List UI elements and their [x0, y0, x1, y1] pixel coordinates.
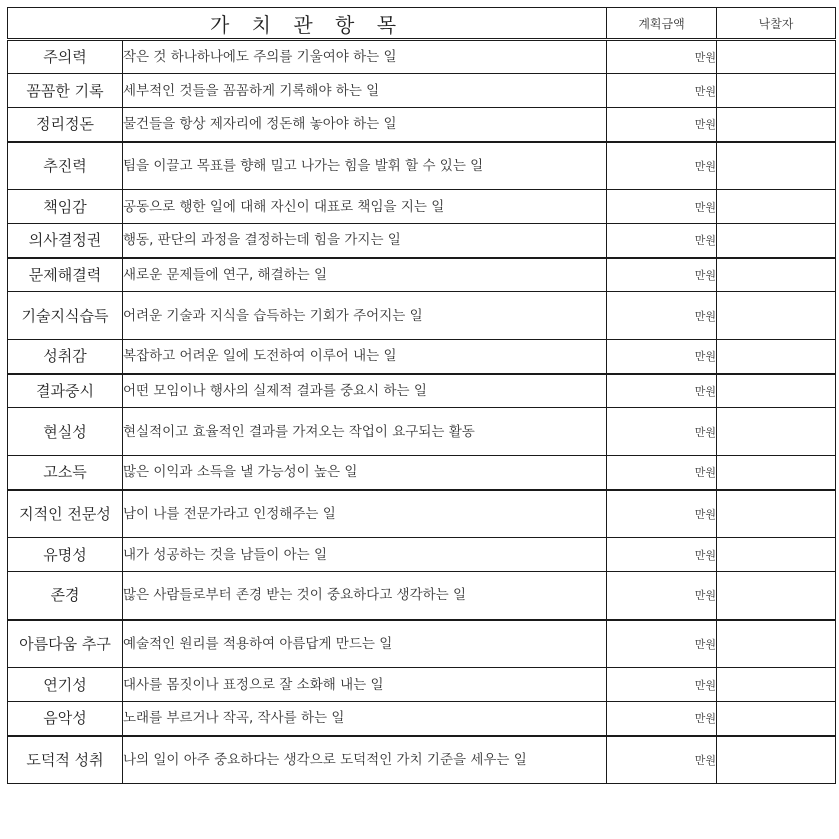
- plan-amount-cell[interactable]: 만원: [607, 374, 717, 408]
- winning-bidder-cell[interactable]: [717, 572, 836, 620]
- table-row: [8, 258, 836, 292]
- table-row: [8, 374, 836, 408]
- winning-bidder-cell[interactable]: [717, 736, 836, 784]
- plan-amount-cell[interactable]: 만원: [607, 340, 717, 374]
- item-name: 아름다움 추구: [8, 620, 123, 668]
- plan-amount-cell[interactable]: 만원: [607, 108, 717, 142]
- item-name: 성취감: [8, 340, 123, 374]
- winning-bidder-cell[interactable]: [717, 408, 836, 456]
- winning-bidder-cell[interactable]: [717, 538, 836, 572]
- item-name: 주의력: [8, 40, 123, 74]
- plan-amount-cell[interactable]: 만원: [607, 736, 717, 784]
- plan-amount-cell[interactable]: 만원: [607, 490, 717, 538]
- table-header-row: [8, 8, 836, 40]
- item-description: 노래를 부르거나 작곡, 작사를 하는 일: [123, 702, 607, 736]
- item-name: 추진력: [8, 142, 123, 190]
- header-winning-bidder: 낙찰자: [717, 8, 836, 40]
- table-row: [8, 456, 836, 490]
- item-description: 작은 것 하나하나에도 주의를 기울여야 하는 일: [123, 40, 607, 74]
- item-name: 존경: [8, 572, 123, 620]
- item-description: 행동, 판단의 과정을 결정하는데 힘을 가지는 일: [123, 224, 607, 258]
- item-description: 어려운 기술과 지식을 습득하는 기회가 주어지는 일: [123, 292, 607, 340]
- winning-bidder-cell[interactable]: [717, 620, 836, 668]
- item-description: 대사를 몸짓이나 표정으로 잘 소화해 내는 일: [123, 668, 607, 702]
- winning-bidder-cell[interactable]: [717, 190, 836, 224]
- table-row: [8, 736, 836, 784]
- item-name: 연기성: [8, 668, 123, 702]
- table-row: [8, 620, 836, 668]
- item-description: 새로운 문제들에 연구, 해결하는 일: [123, 258, 607, 292]
- item-name: 도덕적 성취: [8, 736, 123, 784]
- item-description: 현실적이고 효율적인 결과를 가져오는 작업이 요구되는 활동: [123, 408, 607, 456]
- plan-amount-cell[interactable]: 만원: [607, 668, 717, 702]
- table-row: [8, 490, 836, 538]
- item-description: 물건들을 항상 제자리에 정돈해 놓아야 하는 일: [123, 108, 607, 142]
- item-name: 유명성: [8, 538, 123, 572]
- plan-amount-cell[interactable]: 만원: [607, 40, 717, 74]
- header-value-items: 가 치 관 항 목: [8, 8, 607, 40]
- winning-bidder-cell[interactable]: [717, 702, 836, 736]
- plan-amount-cell[interactable]: 만원: [607, 408, 717, 456]
- table-row: [8, 190, 836, 224]
- item-description: 팀을 이끌고 목표를 향해 밀고 나가는 힘을 발휘 할 수 있는 일: [123, 142, 607, 190]
- table-row: [8, 702, 836, 736]
- item-description: 많은 이익과 소득을 낼 가능성이 높은 일: [123, 456, 607, 490]
- table-row: [8, 292, 836, 340]
- plan-amount-cell[interactable]: 만원: [607, 572, 717, 620]
- item-description: 공동으로 행한 일에 대해 자신이 대표로 책임을 지는 일: [123, 190, 607, 224]
- table-row: [8, 142, 836, 190]
- item-name: 책임감: [8, 190, 123, 224]
- item-description: 예술적인 원리를 적용하여 아름답게 만드는 일: [123, 620, 607, 668]
- item-name: 고소득: [8, 456, 123, 490]
- winning-bidder-cell[interactable]: [717, 668, 836, 702]
- table-row: [8, 224, 836, 258]
- plan-amount-cell[interactable]: 만원: [607, 142, 717, 190]
- winning-bidder-cell[interactable]: [717, 258, 836, 292]
- plan-amount-cell[interactable]: 만원: [607, 456, 717, 490]
- item-name: 결과중시: [8, 374, 123, 408]
- winning-bidder-cell[interactable]: [717, 292, 836, 340]
- table-row: [8, 572, 836, 620]
- winning-bidder-cell[interactable]: [717, 374, 836, 408]
- item-name: 정리정돈: [8, 108, 123, 142]
- table-row: [8, 340, 836, 374]
- plan-amount-cell[interactable]: 만원: [607, 620, 717, 668]
- plan-amount-cell[interactable]: 만원: [607, 538, 717, 572]
- plan-amount-cell[interactable]: 만원: [607, 292, 717, 340]
- winning-bidder-cell[interactable]: [717, 74, 836, 108]
- item-description: 내가 성공하는 것을 남들이 아는 일: [123, 538, 607, 572]
- plan-amount-cell[interactable]: 만원: [607, 702, 717, 736]
- item-description: 많은 사람들로부터 존경 받는 것이 중요하다고 생각하는 일: [123, 572, 607, 620]
- item-name: 음악성: [8, 702, 123, 736]
- winning-bidder-cell[interactable]: [717, 224, 836, 258]
- plan-amount-cell[interactable]: 만원: [607, 190, 717, 224]
- value-auction-sheet: [7, 7, 835, 839]
- table-row: [8, 538, 836, 572]
- item-description: 남이 나를 전문가라고 인정해주는 일: [123, 490, 607, 538]
- winning-bidder-cell[interactable]: [717, 340, 836, 374]
- item-description: 어떤 모임이나 행사의 실제적 결과를 중요시 하는 일: [123, 374, 607, 408]
- item-name: 의사결정권: [8, 224, 123, 258]
- winning-bidder-cell[interactable]: [717, 40, 836, 74]
- item-name: 꼼꼼한 기록: [8, 74, 123, 108]
- item-name: 현실성: [8, 408, 123, 456]
- item-description: 세부적인 것들을 꼼꼼하게 기록해야 하는 일: [123, 74, 607, 108]
- winning-bidder-cell[interactable]: [717, 456, 836, 490]
- plan-amount-cell[interactable]: 만원: [607, 258, 717, 292]
- item-name: 기술지식습득: [8, 292, 123, 340]
- table-row: [8, 40, 836, 74]
- item-description: 나의 일이 아주 중요하다는 생각으로 도덕적인 가치 기준을 세우는 일: [123, 736, 607, 784]
- table-row: [8, 668, 836, 702]
- table-row: [8, 108, 836, 142]
- plan-amount-cell[interactable]: 만원: [607, 74, 717, 108]
- table-row: [8, 408, 836, 456]
- winning-bidder-cell[interactable]: [717, 490, 836, 538]
- winning-bidder-cell[interactable]: [717, 142, 836, 190]
- value-items-table: [7, 7, 836, 784]
- winning-bidder-cell[interactable]: [717, 108, 836, 142]
- item-name: 문제해결력: [8, 258, 123, 292]
- item-description: 복잡하고 어려운 일에 도전하여 이루어 내는 일: [123, 340, 607, 374]
- plan-amount-cell[interactable]: 만원: [607, 224, 717, 258]
- header-plan-amount: 계획금액: [607, 8, 717, 40]
- table-row: [8, 74, 836, 108]
- item-name: 지적인 전문성: [8, 490, 123, 538]
